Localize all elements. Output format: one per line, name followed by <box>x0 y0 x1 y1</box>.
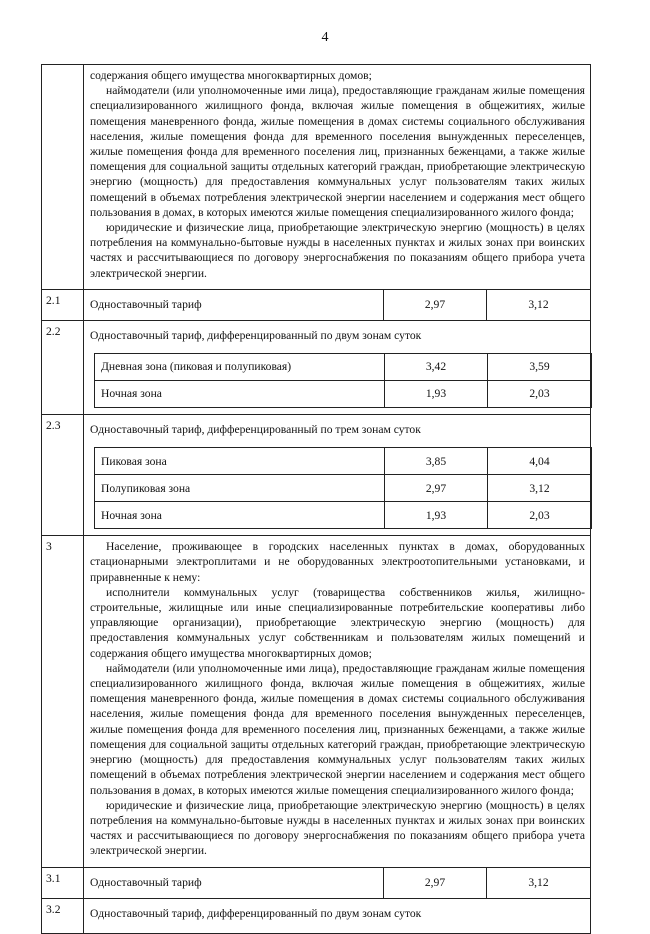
section-title: Одноставочный тариф, дифференцированный по двум зонам суток <box>84 898 591 933</box>
paragraph: наймодатели (или уполномоченные ими лица), предоставляющие гражданам жилые помещения специализированного жилищного фонда, включая жилые помещения в общежитиях, жилые помещения маневренного фонда, жилые помещения в домах системы социального обслуживания населения, жилые помещения фонда для временного поселения вынужденных переселенцев, жилые помещения фонда для временного поселения лиц, признанных беженцами, а также жилые помещения для социальной защиты отдельных категорий граждан, приобретающие электрическую энергию (мощность) для предоставления коммунальных услуг пользователям таких жилых помещений в объемах потребления электрической энергии населением и содержания мест общего пользования в домах, в которых имеются жилые помещения специализированного жилого фонда; <box>90 84 585 219</box>
paragraph: наймодатели (или уполномоченные ими лица), предоставляющие гражданам жилые помещения специализированного жилищного фонда, включая жилые помещения в общежитиях, жилые помещения маневренного фонда, жилые помещения в домах системы социального обслуживания населения, жилые помещения фонда для временного поселения вынужденных переселенцев, жилые помещения фонда для временного поселения лиц, признанных беженцами, а также жилые помещения для социальной защиты отдельных категорий граждан, приобретающие электрическую энергию (мощность) для предоставления коммунальных услуг пользователям таких жилых помещений в объемах потребления электрической энергии населением и содержания мест общего пользования в домах, в которых имеются жилые помещения специализированного жилого фонда; <box>90 661 585 797</box>
zone-table <box>94 447 592 529</box>
zone-name: Полупиковая зона <box>95 475 385 502</box>
table-row <box>42 65 591 290</box>
zone-row <box>95 448 592 475</box>
zone-row <box>95 381 592 408</box>
table-row <box>42 867 591 898</box>
zone-value-2: 2,03 <box>488 381 592 408</box>
table-row <box>42 415 591 536</box>
paragraph: юридические и физические лица, приобретающие электрическую энергию (мощность) в целях потребления на коммунально-бытовые нужды в населенных пунктах и жилых зонах при воинских частях и рассчитывающиеся по договору энергоснабжения по показаниям общего прибора учета электрической энергии. <box>90 221 585 280</box>
zone-name: Пиковая зона <box>95 448 385 475</box>
zone-value-2: 2,03 <box>488 502 592 529</box>
tariff-value-2: 3,12 <box>487 289 591 320</box>
tariff-name: Одноставочный тариф <box>84 289 384 320</box>
zone-name: Дневная зона (пиковая и полупиковая) <box>95 354 385 381</box>
paragraph: Население, проживающее в городских населенных пунктах в домах, оборудованных стационарными электроплитами и не оборудованных электроотопительными установками, и приравненные к нему: <box>90 540 585 584</box>
zone-value-1: 1,93 <box>385 502 488 529</box>
tariff-name: Одноставочный тариф <box>84 867 384 898</box>
zone-row <box>95 475 592 502</box>
section-title: Одноставочный тариф, дифференцированный по трем зонам суток <box>90 423 421 437</box>
table-row <box>42 289 591 320</box>
section-title: Одноставочный тариф, дифференцированный по двум зонам суток <box>90 328 422 342</box>
description-cell <box>84 536 591 867</box>
tariff-table <box>41 64 590 934</box>
row-number-cell <box>42 65 84 290</box>
zone-value-2: 3,59 <box>488 354 592 381</box>
section-cell <box>84 320 591 414</box>
tariff-value-1: 2,97 <box>384 867 487 898</box>
row-number: 3.2 <box>42 898 84 933</box>
row-number: 2.3 <box>42 415 84 536</box>
row-number: 3.1 <box>42 867 84 898</box>
zone-value-2: 4,04 <box>488 448 592 475</box>
row-number: 2.2 <box>42 320 84 414</box>
paragraph: исполнители коммунальных услуг (товарищества собственников жилья, жилищно-строительные, жилищные или иные специализированные потребительские кооперативы либо управляющие организации), приобретающие электрическую энергию (мощность) для предоставления коммунальных услуг собственникам и пользователям жилых помещений и содержания общего имущества многоквартирных домов; <box>90 585 585 660</box>
paragraph: юридические и физические лица, приобретающие электрическую энергию (мощность) в целях потребления на коммунально-бытовые нужды в населенных пунктах и жилых зонах при воинских частях и рассчитывающиеся по договору энергоснабжения по показаниям общего прибора учета электрической энергии. <box>90 798 585 858</box>
table-row <box>42 536 591 867</box>
zone-name: Ночная зона <box>95 381 385 408</box>
zone-value-1: 3,85 <box>385 448 488 475</box>
zone-name: Ночная зона <box>95 502 385 529</box>
table-row <box>42 898 591 933</box>
tariff-value-2: 3,12 <box>487 867 591 898</box>
row-number: 3 <box>42 536 84 867</box>
row-number: 2.1 <box>42 289 84 320</box>
zone-value-1: 2,97 <box>385 475 488 502</box>
zone-row <box>95 354 592 381</box>
tariff-value-1: 2,97 <box>384 289 487 320</box>
zone-value-1: 1,93 <box>385 381 488 408</box>
page-number: 4 <box>321 30 329 45</box>
table-row <box>42 320 591 414</box>
section-cell <box>84 415 591 536</box>
zone-table <box>94 353 592 408</box>
zone-value-2: 3,12 <box>488 475 592 502</box>
zone-value-1: 3,42 <box>385 354 488 381</box>
zone-row <box>95 502 592 529</box>
paragraph: содержания общего имущества многоквартирных домов; <box>90 69 372 82</box>
description-cell <box>84 65 591 290</box>
